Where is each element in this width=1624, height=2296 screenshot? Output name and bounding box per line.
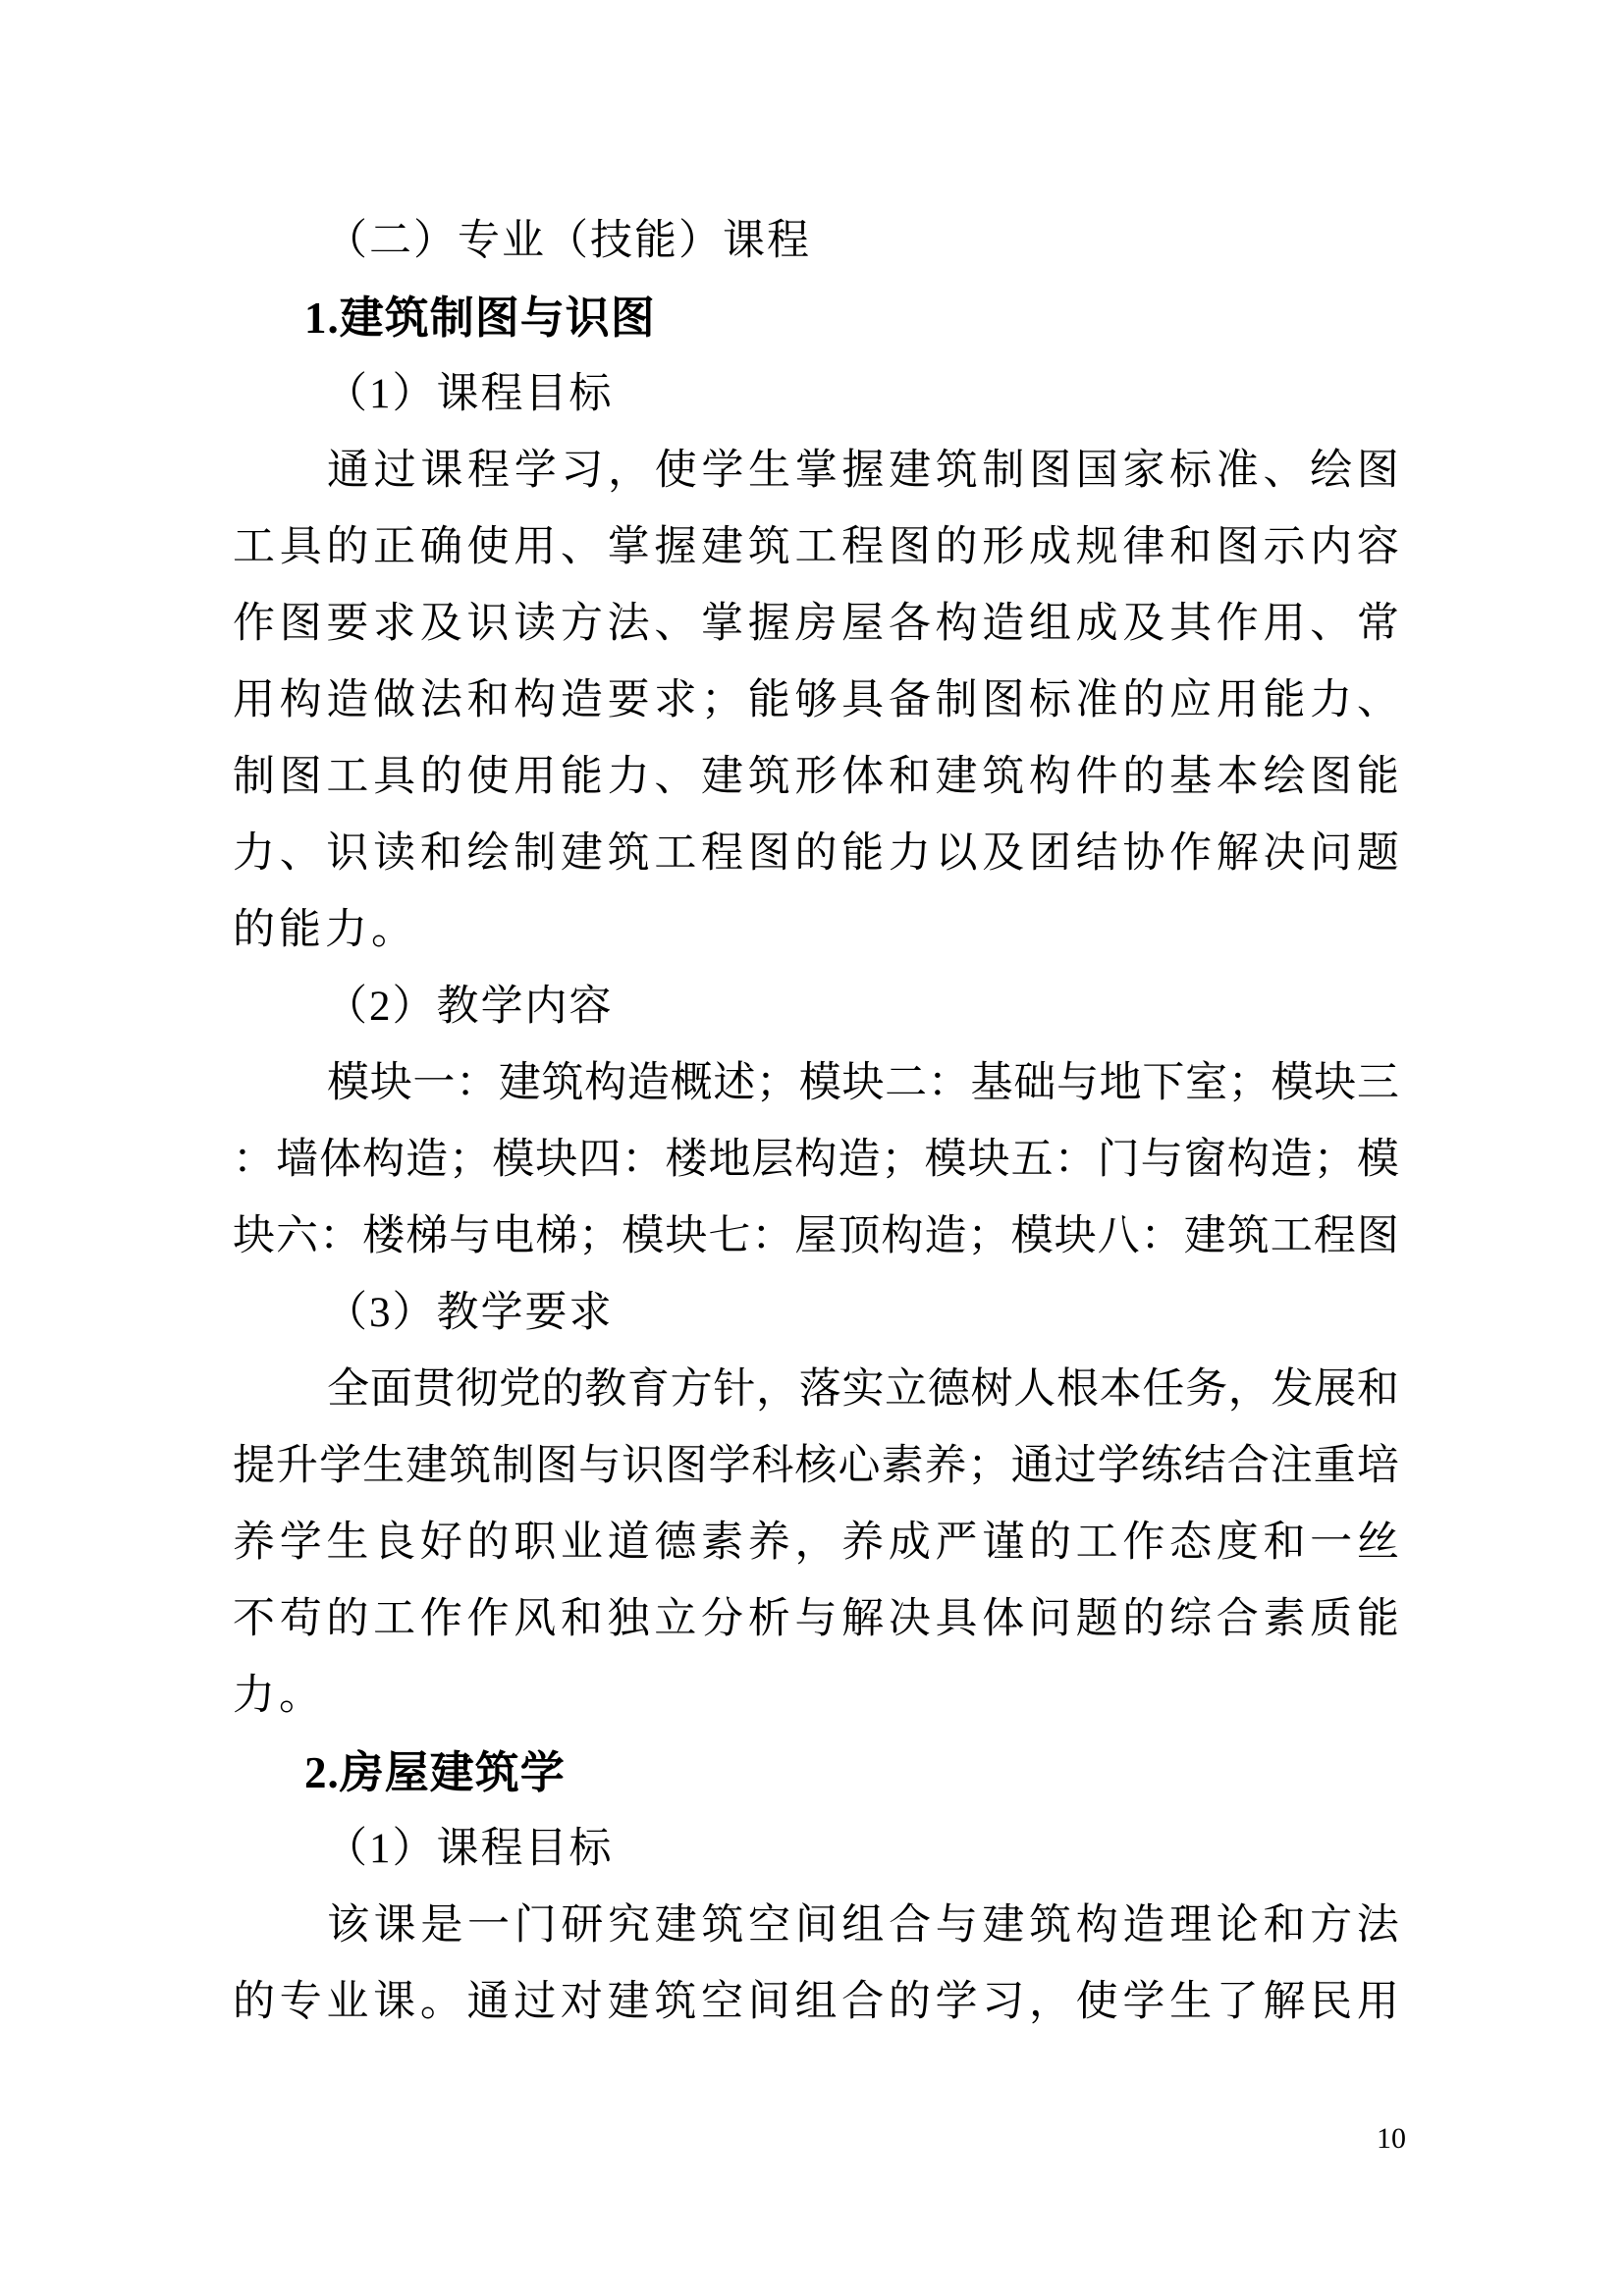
paragraph-line: 不 苟 的 工 作 作 风 和 独 立 分 析 与 解 决 具 体 问 题 的 综 合 素 质 能 [233,1596,1399,1642]
paragraph-line: 的 专 业 课 。 通 过 对 建 筑 空 间 组 合 的 学 习 ， 使 学 生 了 解 民 用 [233,1979,1399,2025]
page-content [233,203,1399,2041]
page-number: 10 [1377,2122,1406,2155]
paragraph-line: 全 面 贯 彻 党 的 教 育 方 针 ， 落 实 立 德 树 人 根 本 任 务 ， 发 展 和 [327,1366,1399,1413]
heading-professional-skill-courses: （二）专业（技能）课程 [325,218,811,264]
paragraph-line: 作 图 要 求 及 识 读 方 法 、 掌 握 房 屋 各 构 造 组 成 及 其 作 用 、 常 [233,601,1399,647]
paragraph-line: 养 学 生 良 好 的 职 业 道 德 素 养 ， 养 成 严 谨 的 工 作 态 度 和 一 丝 [233,1520,1399,1566]
paragraph-line: 块 六 ： 楼 梯 与 电 梯 ； 模 块 七 ： 屋 顶 构 造 ； 模 块 八 ： 建 筑 工 程 图 [233,1213,1399,1259]
paragraph-line: 通 过 课 程 学 习 ， 使 学 生 掌 握 建 筑 制 图 国 家 标 准 、 绘 图 [327,448,1399,494]
paragraph-line: 工 具 的 正 确 使 用 、 掌 握 建 筑 工 程 图 的 形 成 规 律 和 图 示 内 容 [233,524,1399,570]
paragraph-line: 该 课 是 一 门 研 究 建 筑 空 间 组 合 与 建 筑 构 造 理 论 和 方 法 [327,1902,1399,1949]
paragraph-line: 力。 [233,1673,325,1719]
heading-course-1-title: 1.建筑制图与识图 [304,294,656,343]
paragraph-line: 力 、 识 读 和 绘 制 建 筑 工 程 图 的 能 力 以 及 团 结 协 作 解 决 问 题 [233,830,1399,877]
paragraph-line: ： 墙 体 构 造 ； 模 块 四 ： 楼 地 层 构 造 ； 模 块 五 ： 门 与 窗 构 造 ； 模 [233,1137,1399,1183]
paragraph-line: 制 图 工 具 的 使 用 能 力 、 建 筑 形 体 和 建 筑 构 件 的 基 本 绘 图 能 [233,754,1399,800]
paragraph-line: 模 块 一 ： 建 筑 构 造 概 述 ； 模 块 二 ： 基 础 与 地 下 室 ； 模 块 三 [327,1060,1399,1106]
heading-course-1-teaching-reqs: （3）教学要求 [325,1290,614,1336]
heading-course-1-teaching-content: （2）教学内容 [325,984,614,1030]
heading-course-2-title: 2.房屋建筑学 [304,1748,566,1797]
paragraph-line: 用 构 造 做 法 和 构 造 要 求 ； 能 够 具 备 制 图 标 准 的 应 用 能 力 、 [233,677,1399,723]
heading-course-1-objectives: （1）课程目标 [325,371,614,417]
paragraph-line: 提 升 学 生 建 筑 制 图 与 识 图 学 科 核 心 素 养 ； 通 过 学 练 结 合 注 重 培 [233,1443,1399,1489]
paragraph-line: 的能力。 [233,907,417,953]
heading-course-2-objectives: （1）课程目标 [325,1826,614,1872]
